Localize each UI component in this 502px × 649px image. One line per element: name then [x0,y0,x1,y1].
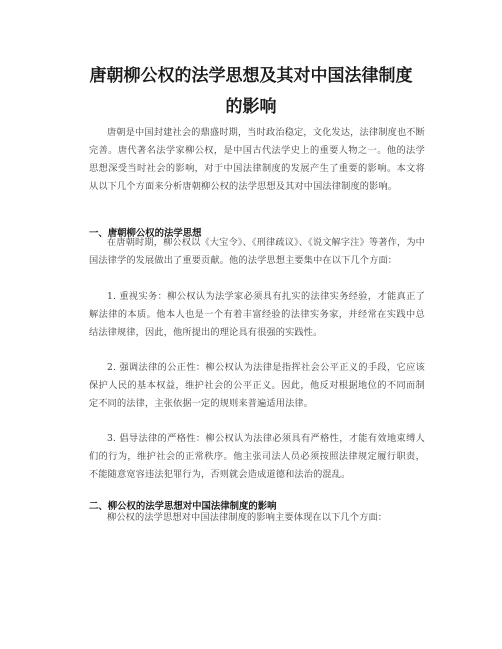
section-1-item-1: 1. 重视实务：柳公权认为法学家必须具有扎实的法律实务经验，才能真正了解法律的本质。他本人也是一个有着丰富经验的法律实务家，并经常在实践中总结法律规律，因此，他所提出的理论具有很强的实践性。 [89,291,425,338]
intro-paragraph: 唐朝是中国封建社会的鼎盛时期，当时政治稳定，文化发达，法律制度也不断完善。唐代著名法学家柳公权，是中国古代法学史上的重要人物之一。他的法学思想深受当时社会的影响，对于中国法律制度的发展产生了重要的影响。本文将从以下几个方面来分析唐朝柳公权的法学思想及其对中国法律制度的影响。 [89,127,425,192]
document-title-line-2: 的影响 [225,97,277,117]
section-1-item-2: 2. 强调法律的公正性：柳公权认为法律是指挥社会公平正义的手段，它应该保护人民的基本权益，维护社会的公平正义。因此，他反对根据地位的不同而制定不同的法律，主张依据一定的规则来普遍适用法律。 [89,362,425,409]
section-2-lead-paragraph: 柳公权的法学思想对中国法律制度的影响主要体现在以下几个方面： [107,512,388,523]
section-2-heading: 二、柳公权的法学思想对中国法律制度的影响 [89,501,277,512]
document-title-line-1: 唐朝柳公权的法学思想及其对中国法律制度 [89,66,413,86]
section-1-item-3: 3. 倡导法律的严格性：柳公权认为法律必须具有严格性，才能有效地束缚人们的行为，维护社会的正常秩序。他主张司法人员必须按照法律规定履行职责，不能随意宽容违法犯罪行为，否则就会造成道德和法治的混乱。 [89,433,425,480]
section-1-heading: 一、唐朝柳公权的法学思想 [89,228,202,239]
section-1-lead-paragraph: 在唐朝时期，柳公权以《大宝令》、《刑律疏议》、《说文解字注》等著作，为中国法律学的发展做出了重要贡献。他的法学思想主要集中在以下几个方面： [89,237,425,266]
